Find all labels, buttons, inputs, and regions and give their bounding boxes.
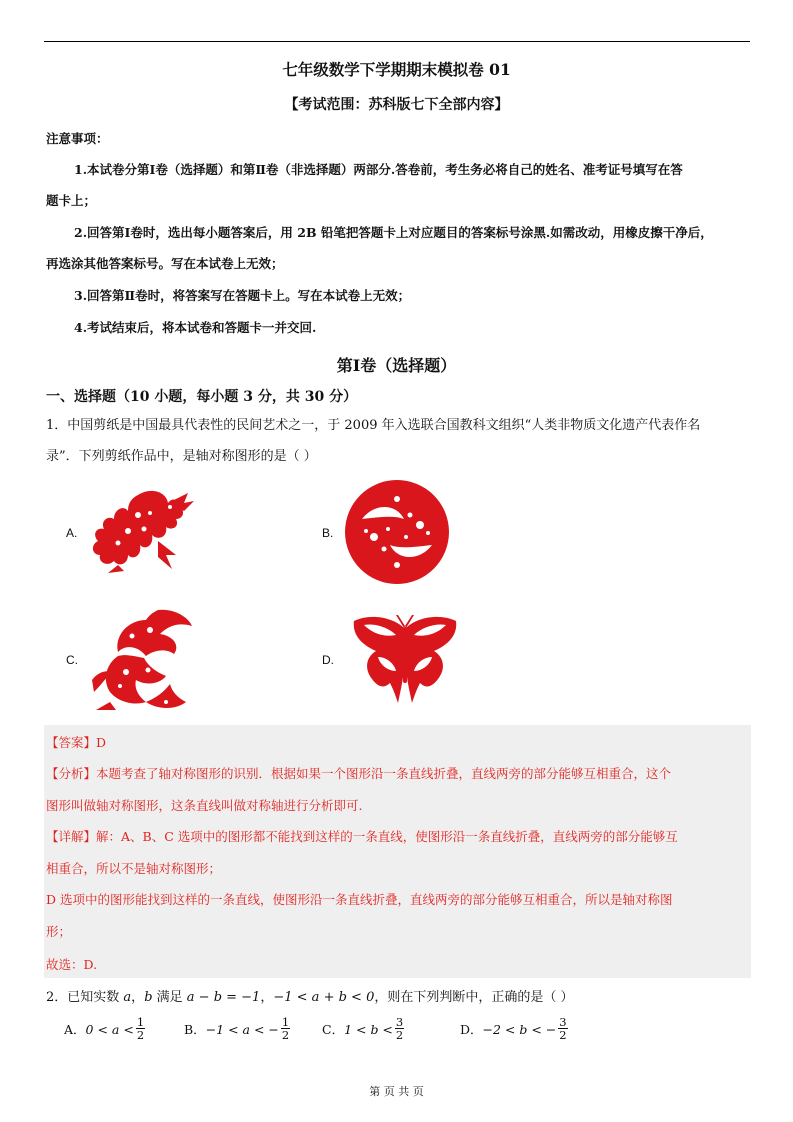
conclusion-line: 故选：D. [46, 957, 98, 972]
header-rule [44, 41, 750, 42]
notice-item-1-line-1: 1.本试卷分第Ⅰ卷（选择题）和第Ⅱ卷（非选择题）两部分.答卷前，考生务必将自己的姓名、准考证号填写在答 [74, 162, 683, 177]
fraction-b [281, 1016, 290, 1042]
option-b-label-q2: B． [184, 1022, 206, 1037]
question-2-option-a [64, 1016, 145, 1042]
stem-comma-2: ， [260, 990, 274, 1005]
answer-explanation-box [44, 725, 751, 978]
part-heading: 一、选择题（10 小题，每小题 3 分，共 30 分） [46, 389, 358, 405]
fraction-c-den: 2 [395, 1028, 404, 1042]
exam-scope: 【考试范围：苏科版七下全部内容】 [284, 97, 509, 113]
fraction-d-den: 2 [559, 1028, 567, 1042]
var-a: a [123, 990, 132, 1005]
option-c-expr: 1 < b < [344, 1021, 393, 1037]
question-1-line-2: 录”．下列剪纸作品中，是轴对称图形的是（ ） [46, 449, 317, 464]
notice-heading: 注意事项： [46, 131, 109, 146]
page-title: 七年级数学下学期期末模拟卷 01 [282, 60, 511, 79]
stem-comma: ， [131, 990, 145, 1005]
section-title: 第Ⅰ卷（选择题） [336, 356, 457, 375]
notice-item-1-line-2: 题卡上； [46, 193, 97, 208]
option-c-label-q2: C． [322, 1022, 345, 1037]
stem-satisfy: 满足 [152, 990, 187, 1005]
fraction-a-num: 1 [136, 1015, 145, 1029]
option-b-expr: −1 < a < − [205, 1021, 279, 1037]
condition-2: −1 < a + b < 0 [273, 990, 375, 1005]
fraction-a [136, 1016, 145, 1042]
notice-item-2-line-1: 2.回答第Ⅰ卷时，选出每小题答案后，用 2B 铅笔把答题卡上对应题目的答案标号涂黑.如需改动，用橡皮擦干净后， [74, 225, 713, 240]
option-a-label: A. [66, 526, 78, 540]
notice-item-4: 4.考试结束后，将本试卷和答题卡一并交回. [74, 320, 317, 335]
detail-line-3: D 选项中的图形能找到这样的一条直线，使图形沿一条直线折叠，直线两旁的部分能够互相重合，所以是轴对称图 [46, 892, 673, 907]
notice-item-3: 3.回答第Ⅱ卷时，将答案写在答题卡上。写在本试卷上无效； [74, 288, 411, 303]
option-b-label: B. [322, 526, 334, 540]
fraction-b-den: 2 [281, 1028, 290, 1042]
stem-suffix: ，则在下列判断中，正确的是（ ） [374, 990, 574, 1005]
option-c-label: C. [66, 653, 78, 667]
question-2-stem [46, 986, 573, 1005]
fraction-d [558, 1016, 567, 1042]
option-a-label-q2: A． [64, 1022, 86, 1037]
fraction-a-den: 2 [136, 1028, 145, 1042]
detail-line-4: 形； [46, 924, 72, 939]
var-b: b [144, 990, 153, 1005]
condition-1: a − b = −1 [186, 990, 261, 1005]
detail-line-1: 【详解】解：A、B、C 选项中的图形都不能找到这样的一条直线，使图形沿一条直线折叠，直线两旁的部分能够互 [46, 829, 678, 844]
option-a-expr: 0 < a < [85, 1021, 134, 1037]
question-1-line-1: 1．中国剪纸是中国最具代表性的民间艺术之一，于 2009 年入选联合国教科文组织“人类非物质文化遗产代表作名 [46, 418, 701, 433]
option-d-label: D. [322, 653, 334, 667]
question-2-option-d [460, 1016, 568, 1042]
option-d-label-q2: D． [460, 1022, 483, 1037]
papercut-butterfly-image [350, 613, 460, 705]
answer-line: 【答案】D [46, 735, 107, 750]
detail-line-2: 相重合，所以不是轴对称图形； [46, 861, 222, 876]
analysis-line-2: 图形叫做轴对称图形，这条直线叫做对称轴进行分析即可. [46, 798, 363, 813]
question-2-stem-prefix: 2．已知实数 [46, 990, 124, 1005]
papercut-dragon-image [88, 485, 198, 575]
question-2-option-b [184, 1016, 290, 1042]
question-2-option-c [322, 1016, 404, 1042]
fraction-b-num: 1 [281, 1015, 290, 1029]
fraction-d-num: 3 [559, 1015, 567, 1029]
page-footer: 第 页 共 页 [369, 1085, 424, 1098]
papercut-fish-circle-image [344, 479, 450, 585]
analysis-line-1: 【分析】本题考查了轴对称图形的识别．根据如果一个图形沿一条直线折叠，直线两旁的部分能够互相重合，这个 [46, 766, 672, 781]
papercut-phoenix-image [88, 606, 198, 716]
notice-item-2-line-2: 再选涂其他答案标号。写在本试卷上无效； [46, 256, 284, 271]
fraction-c [395, 1016, 404, 1042]
option-d-expr: −2 < b < − [482, 1021, 557, 1037]
fraction-c-num: 3 [395, 1015, 404, 1029]
